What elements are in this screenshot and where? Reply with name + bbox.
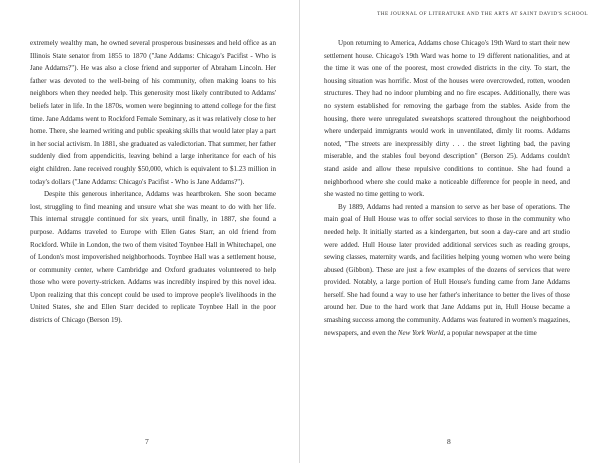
- page-number: 8: [447, 437, 451, 446]
- paragraph: Upon returning to America, Addams chose Chicago's 19th Ward to start their new settlement house. Chicago's 19th Ward was home to 19 different nationalities, and at the time it was one of the poorest, most crowded districts in the city. To start, the housing situation was horrific. Most of the houses were overcrowded, rotten, wooden structures. They had no indoor plumbing and no fire escapes. Additionally, there was no system established for removing the garbage from the stables. Aside from the housing, there were unregulated sweatshops scattered throughout the neighborhood where underpaid immigrants would work in unventilated, dimly lit rooms. Addams noted, "The streets are inexpressibly dirty . . . the street lighting bad, the paving miserable, and the stables foul beyond description" (Berson 25). Addams couldn't stand aside and allow these repulsive conditions to continue. She had found a neighborhood where she could make a noticeable difference for people in need, and she wasted no time getting to work.: [324, 39, 570, 199]
- running-head: THE JOURNAL OF LITERATURE AND THE ARTS AT SAINT DAVID'S SCHOOL: [377, 11, 588, 17]
- left-page-body: [30, 37, 276, 327]
- right-page: [300, 0, 600, 463]
- right-page-body: [324, 37, 570, 339]
- paragraph: extremely wealthy man, he owned several prosperous businesses and held office as an Illinois State senator from 1855 to 1870 ("Jane Addams: Chicago's Pacifist - Who is Jane Addams?"). He was also a close friend and supporter of Abraham Lincoln. Her father was devoted to the well-being of his community, often making loans to his neighbors when they needed help. This generosity most likely contributed to Addams' beliefs later in life. In the 1870s, women were beginning to attend college for the first time. Jane Addams went to Rockford Female Seminary, as it was relatively close to her home. There, she learned writing and public speaking skills that would later play a part in her social activism. In 1881, she graduated as valedictorian. That summer, her father suddenly died from appendicitis, leaving behind a large inheritance for each of his eight children. Jane received roughly $50,000, which is equivalent to $1.23 million in today's dollars ("Jane Addams: Chicago's Pacifist - Who is Jane Addams?").: [30, 39, 276, 186]
- paragraph: Despite this generous inheritance, Addams was heartbroken. She soon became lost, struggling to find meaning and unsure what she was meant to do with her life. This internal struggle continued for six years, until finally, in 1887, she found a purpose. Addams traveled to Europe with Ellen Gates Starr, an old friend from Rockford. While in London, the two of them visited Toynbee Hall in Whitechapel, one of London's most impoverished neighborhoods. Toynbee Hall was a settlement house, or community center, where Cambridge and Oxford graduates volunteered to help those who were poverty-stricken. Addams was incredibly inspired by this novel idea. Upon realizing that this concept could be used to improve people's livelihoods in the United States, she and Ellen Starr decided to replicate Toynbee Hall in the poor districts of Chicago (Berson 19).: [30, 190, 276, 325]
- paragraph: [324, 201, 570, 340]
- page-number: 7: [145, 437, 149, 446]
- paragraph-text: By 1889, Addams had rented a mansion to serve as her base of operations. The main goal of Hull House was to offer social services to those in the community who needed help. It initially started as a kindergarten, but soon a day-care and art studio were added. Hull House later provided additional services such as reading groups, sewing classes, maternity wards, and facilities helping young women who were being abused (Gibbon). These are just a few examples of the dozens of services that were provided. Notably, a large portion of Hull House's funding came from Jane Addams herself. She had found a way to use her father's inheritance to better the lives of those around her. Due to the hard work that Jane Addams put in, Hull House became a smashing success among the community. Addams was featured in women's magazines, newspapers, and even the: [324, 202, 570, 337]
- publication-title: New York World: [397, 328, 444, 337]
- paragraph-text-tail: , a popular newspaper at the time: [443, 328, 537, 337]
